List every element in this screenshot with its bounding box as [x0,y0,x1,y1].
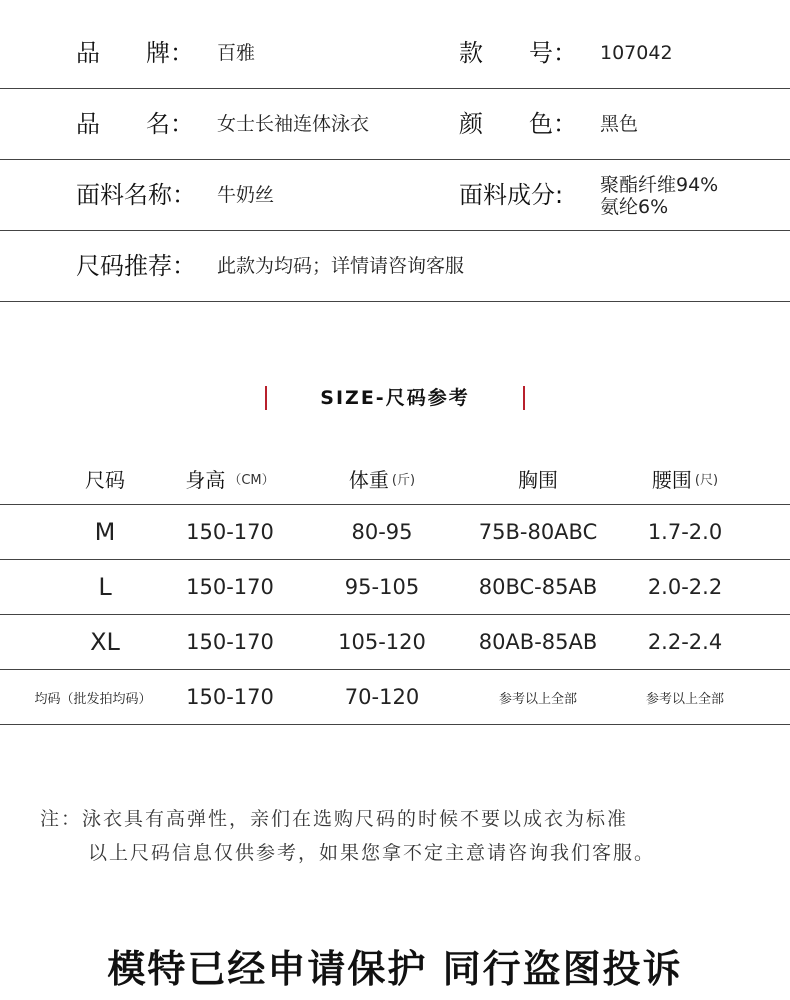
name-label-part: 品 [76,110,100,138]
brand-label-part: 品 [76,39,100,67]
size-title: SIZE-尺码参考 [320,387,470,409]
waist-cell: 参考以上全部 [645,691,724,707]
note-line-1: 注：泳衣具有高弹性，亲们在选购尺码的时候不要以成衣为标准 [40,808,629,830]
header-cell [463,452,613,504]
size-rec-label: 尺码推荐： [76,252,196,280]
fabric-name-label: 面料名称： [76,181,196,209]
color-label-part: 颜 [459,110,483,138]
copyright-notice: 模特已经申请保护 同行盗图投诉 [107,947,683,991]
style-no-label-part: 号： [529,39,577,67]
table-row [0,615,790,670]
size-code-cell: XL [90,628,120,656]
weight-cell: 95-105 [344,575,420,599]
color-label [459,89,577,160]
info-row-fabric [0,160,790,231]
header-text: 腰围 [651,467,692,492]
bust-cell: 80AB-85AB [478,630,598,654]
header-text: 体重 [348,467,389,492]
header-cell [307,452,457,504]
info-row-name [0,89,790,160]
height-cell: 150-170 [186,685,274,709]
fabric-comp-value [600,160,718,231]
header-cell [610,452,760,504]
bust-cell: 75B-80ABC [478,520,598,544]
info-row-brand [0,18,790,89]
height-cell: 150-170 [186,520,274,544]
bust-cell: 80BC-85AB [478,575,598,599]
header-unit: （CM） [228,472,275,488]
name-label [76,89,194,160]
fabric-comp-line: 氨纶6% [600,195,669,218]
color-value: 黑色 [600,113,639,135]
weight-cell: 70-120 [344,685,420,709]
size-code-cell: M [94,518,116,546]
waist-cell: 2.2-2.4 [647,630,723,654]
table-row [0,670,790,725]
fabric-comp-label: 面料成分: [459,181,564,209]
table-row [0,560,790,615]
brand-value: 百雅 [217,42,256,64]
brand-label-part: 牌： [146,39,194,67]
weight-cell: 105-120 [338,630,426,654]
right-red-bar [523,386,525,410]
style-no-label [459,18,577,89]
size-note [40,802,655,870]
name-value: 女士长袖连体泳衣 [217,113,370,135]
info-row-size-rec [0,231,790,302]
size-table-header [0,452,790,505]
header-unit: (尺) [694,472,719,488]
name-label-part: 名： [146,110,194,138]
style-no-label-part: 款 [459,39,483,67]
height-cell: 150-170 [186,630,274,654]
bust-cell: 参考以上全部 [498,691,577,707]
weight-cell: 80-95 [351,520,413,544]
fabric-comp-line: 聚酯纤维94% [600,173,719,196]
size-rec-value: 此款为均码；详情请咨询客服 [217,255,465,277]
header-text: 胸围 [518,467,558,492]
table-row [0,505,790,560]
size-title-block [0,382,790,414]
size-code-cell: L [98,573,112,601]
fabric-name-value: 牛奶丝 [217,184,275,206]
product-info-table [0,18,790,302]
waist-cell: 2.0-2.2 [647,575,723,599]
style-no-value: 107042 [600,42,673,64]
size-table [0,452,790,725]
header-unit: (斤) [391,472,416,488]
color-label-part: 色： [529,110,577,138]
header-cell [155,452,305,504]
waist-cell: 1.7-2.0 [647,520,723,544]
header-text: 尺码 [85,467,125,492]
brand-label [76,18,194,89]
height-cell: 150-170 [186,575,274,599]
size-code-cell: 均码（批发拍均码） [34,691,152,707]
header-text: 身高 [185,467,226,492]
note-line-2: 以上尺码信息仅供参考，如果您拿不定主意请咨询我们客服。 [88,842,656,864]
